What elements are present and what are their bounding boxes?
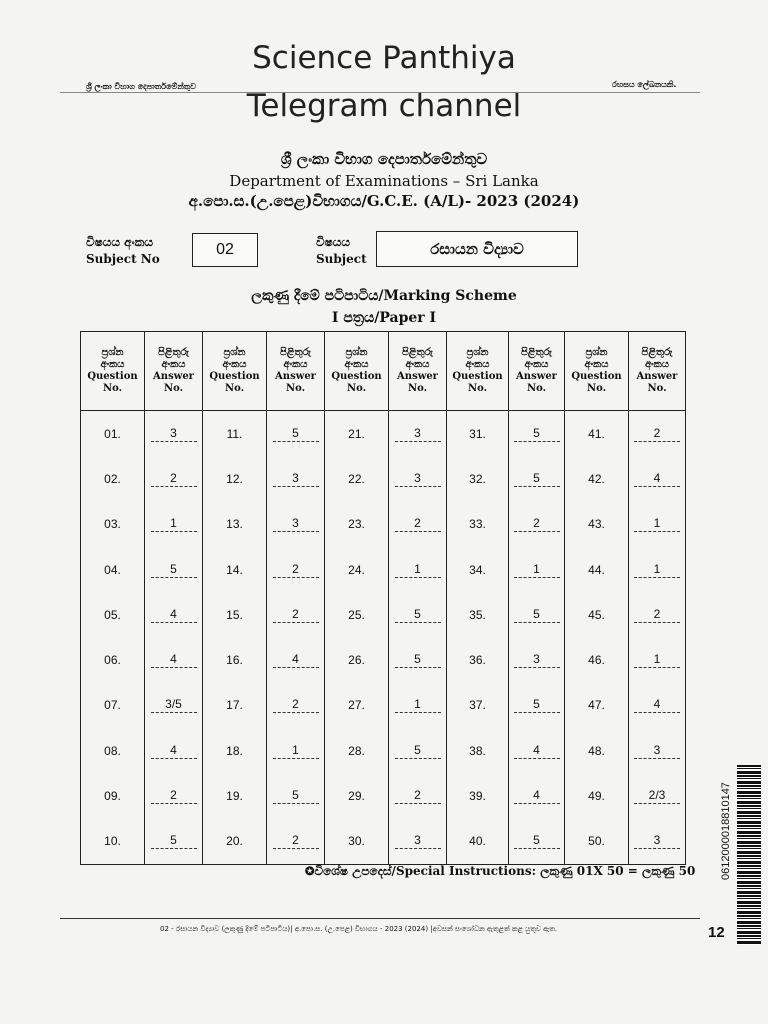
header-answer-no xyxy=(145,332,203,411)
header-line: ප්‍රශ්න xyxy=(585,347,608,358)
answer-value: 2 xyxy=(273,697,319,713)
answer-cell xyxy=(267,728,325,773)
header-line: No. xyxy=(224,383,245,394)
answer-value: 3 xyxy=(151,426,197,442)
watermark-line1: Science Panthiya xyxy=(252,40,516,76)
table-row xyxy=(81,683,686,728)
answer-value: 1 xyxy=(634,652,680,668)
header-question-no xyxy=(203,332,267,411)
subject-label xyxy=(316,234,367,268)
header-line: අංකය xyxy=(161,359,186,370)
answer-cell xyxy=(389,683,447,728)
question-number: 21. xyxy=(325,411,389,457)
answer-cell xyxy=(389,456,447,501)
answer-value: 5 xyxy=(514,833,560,849)
header-line: අංකය xyxy=(465,359,490,370)
header-answer-no xyxy=(389,332,447,411)
answer-cell xyxy=(389,773,447,818)
answer-value: 5 xyxy=(514,607,560,623)
answer-cell xyxy=(145,547,203,592)
answer-value: 5 xyxy=(514,697,560,713)
header-line: පිළිතුරු xyxy=(521,347,552,358)
answer-cell xyxy=(267,683,325,728)
question-number: 49. xyxy=(565,773,629,818)
answer-value: 3 xyxy=(514,652,560,668)
question-number: 23. xyxy=(325,502,389,547)
answer-value: 3 xyxy=(395,426,441,442)
answer-cell xyxy=(629,728,686,773)
header-line: No. xyxy=(163,383,184,394)
question-number: 10. xyxy=(81,819,145,865)
header-line: Answer xyxy=(153,371,194,382)
answer-value: 4 xyxy=(634,471,680,487)
question-number: 01. xyxy=(81,411,145,457)
header-right-corner: රහසය ලේඛනයකි. xyxy=(612,80,677,89)
answer-cell xyxy=(629,456,686,501)
answer-value: 1 xyxy=(514,562,560,578)
question-number: 13. xyxy=(203,502,267,547)
header-line: පිළිතුරු xyxy=(158,347,189,358)
question-number: 35. xyxy=(447,592,509,637)
header-line: Question xyxy=(87,371,138,382)
header-line: No. xyxy=(407,383,428,394)
header-line: අංකය xyxy=(283,359,308,370)
answer-cell xyxy=(145,411,203,457)
header-line: Answer xyxy=(636,371,678,382)
answer-value: 5 xyxy=(514,471,560,487)
header-line: අංකය xyxy=(100,359,125,370)
answer-cell xyxy=(145,456,203,501)
answer-value: 1 xyxy=(273,743,319,759)
answer-cell xyxy=(629,547,686,592)
header-line: No. xyxy=(102,383,123,394)
answer-cell xyxy=(267,502,325,547)
answer-cell xyxy=(389,592,447,637)
table-row xyxy=(81,773,686,818)
header-line: අංකය xyxy=(222,359,247,370)
answer-cell xyxy=(389,502,447,547)
question-number: 44. xyxy=(565,547,629,592)
answer-value: 3 xyxy=(395,471,441,487)
question-number: 50. xyxy=(565,819,629,865)
header-line: ප්‍රශ්න xyxy=(101,347,124,358)
answer-cell xyxy=(145,728,203,773)
answer-cell xyxy=(389,547,447,592)
answer-cell xyxy=(629,819,686,865)
question-number: 02. xyxy=(81,456,145,501)
header-line: පිළිතුරු xyxy=(402,347,433,358)
table-header-row xyxy=(81,332,686,411)
answer-value: 5 xyxy=(395,607,441,623)
answer-value: 5 xyxy=(514,426,560,442)
question-number: 48. xyxy=(565,728,629,773)
header-left-corner: ශ්‍රී ලංකා විභාග දෙපාර්තමේන්තුව xyxy=(86,82,197,91)
question-number: 20. xyxy=(203,819,267,865)
answer-value: 5 xyxy=(395,743,441,759)
answer-cell xyxy=(509,502,565,547)
answer-value: 2 xyxy=(514,516,560,532)
answer-value: 4 xyxy=(151,607,197,623)
header-line: පිළිතුරු xyxy=(641,347,673,358)
header-rule xyxy=(60,92,700,93)
answer-value: 4 xyxy=(151,743,197,759)
answer-value: 2 xyxy=(634,426,680,442)
subject-label-en: Subject xyxy=(316,252,367,266)
answer-value: 4 xyxy=(151,652,197,668)
barcode-icon xyxy=(737,765,761,945)
subject-name-value: රසායන විද්‍යාව xyxy=(376,231,578,267)
question-number: 42. xyxy=(565,456,629,501)
answer-cell xyxy=(389,411,447,457)
question-number: 14. xyxy=(203,547,267,592)
answer-cell xyxy=(509,683,565,728)
header-answer-no xyxy=(509,332,565,411)
question-number: 31. xyxy=(447,411,509,457)
question-number: 38. xyxy=(447,728,509,773)
header-answer-no xyxy=(629,332,686,411)
question-number: 04. xyxy=(81,547,145,592)
table-row xyxy=(81,547,686,592)
page-number: 12 xyxy=(708,924,725,941)
header-question-no xyxy=(565,332,629,411)
table-row xyxy=(81,411,686,457)
header-line: අංකය xyxy=(344,359,369,370)
barcode-number xyxy=(716,745,736,925)
answer-cell xyxy=(389,637,447,682)
header-line: Question xyxy=(571,371,622,382)
header-line: ප්‍රශ්න xyxy=(223,347,246,358)
question-number: 30. xyxy=(325,819,389,865)
question-number: 32. xyxy=(447,456,509,501)
answer-table xyxy=(80,331,686,865)
answer-cell xyxy=(509,592,565,637)
header-question-no xyxy=(325,332,389,411)
header-line: අංකය xyxy=(524,359,549,370)
answer-value: 5 xyxy=(151,562,197,578)
answer-cell xyxy=(509,456,565,501)
answer-cell xyxy=(509,547,565,592)
question-number: 11. xyxy=(203,411,267,457)
answer-value: 2 xyxy=(395,516,441,532)
header-line: Answer xyxy=(516,371,557,382)
marking-scheme-title: ලකුණු දීමේ පටිපාටිය/Marking Scheme xyxy=(251,288,517,304)
footer-rule xyxy=(60,918,700,919)
answer-cell xyxy=(267,592,325,637)
header-line: අංකය xyxy=(644,359,669,370)
question-number: 29. xyxy=(325,773,389,818)
answer-value: 5 xyxy=(395,652,441,668)
table-row xyxy=(81,819,686,865)
exam-title: අ.පො.ස.(උ.පෙළ)විභාගය/G.C.E. (A/L)- 2023 (2024) xyxy=(188,192,580,210)
answer-value: 2 xyxy=(151,788,197,804)
answer-cell xyxy=(509,637,565,682)
question-number: 45. xyxy=(565,592,629,637)
answer-value: 2 xyxy=(151,471,197,487)
table-row xyxy=(81,592,686,637)
answer-value: 2 xyxy=(273,833,319,849)
header-line: No. xyxy=(467,383,488,394)
subject-no-label-si: විෂයය අංකය xyxy=(86,235,153,249)
answer-cell xyxy=(629,637,686,682)
question-number: 24. xyxy=(325,547,389,592)
header-question-no xyxy=(447,332,509,411)
header-question-no xyxy=(81,332,145,411)
question-number: 17. xyxy=(203,683,267,728)
answer-value: 4 xyxy=(514,743,560,759)
header-line: Question xyxy=(452,371,503,382)
question-number: 34. xyxy=(447,547,509,592)
answer-value: 2 xyxy=(273,607,319,623)
header-line: No. xyxy=(526,383,547,394)
header-line: ප්‍රශ්න xyxy=(466,347,489,358)
header-line: අංකය xyxy=(584,359,609,370)
answer-cell xyxy=(267,547,325,592)
answer-cell xyxy=(145,819,203,865)
answer-value: 3/5 xyxy=(151,697,197,713)
answer-cell xyxy=(267,456,325,501)
table-row xyxy=(81,456,686,501)
header-line: පිළිතුරු xyxy=(280,347,311,358)
answer-cell xyxy=(509,773,565,818)
answer-cell xyxy=(267,819,325,865)
question-number: 37. xyxy=(447,683,509,728)
header-line: No. xyxy=(586,383,607,394)
question-number: 15. xyxy=(203,592,267,637)
answer-cell xyxy=(145,773,203,818)
answer-value: 1 xyxy=(395,562,441,578)
answer-value: 4 xyxy=(514,788,560,804)
answer-cell xyxy=(267,411,325,457)
answer-cell xyxy=(145,637,203,682)
question-number: 39. xyxy=(447,773,509,818)
answer-cell xyxy=(629,502,686,547)
header-answer-no xyxy=(267,332,325,411)
table-row xyxy=(81,728,686,773)
header-line: No. xyxy=(647,383,667,394)
question-number: 09. xyxy=(81,773,145,818)
special-instructions: ✪විශේෂ උපදෙස්/Special Instructions: ලකුණු 01X 50 = ලකුණු 50 xyxy=(305,864,696,878)
question-number: 16. xyxy=(203,637,267,682)
answer-cell xyxy=(145,683,203,728)
question-number: 27. xyxy=(325,683,389,728)
header-line: No. xyxy=(285,383,306,394)
answer-cell xyxy=(145,502,203,547)
paper-title: I පත්‍රය/Paper I xyxy=(331,310,437,326)
question-number: 46. xyxy=(565,637,629,682)
header-line: Question xyxy=(331,371,382,382)
question-number: 18. xyxy=(203,728,267,773)
answer-value: 2 xyxy=(634,607,680,623)
answer-value: 5 xyxy=(151,833,197,849)
answer-cell xyxy=(629,411,686,457)
header-line: No. xyxy=(346,383,367,394)
question-number: 36. xyxy=(447,637,509,682)
question-number: 22. xyxy=(325,456,389,501)
question-number: 08. xyxy=(81,728,145,773)
question-number: 43. xyxy=(565,502,629,547)
header-line: ප්‍රශ්න xyxy=(345,347,368,358)
question-number: 40. xyxy=(447,819,509,865)
header-line: Question xyxy=(209,371,260,382)
answer-cell xyxy=(629,683,686,728)
barcode-number-text: 0612000018810147 xyxy=(720,782,732,880)
answer-value: 4 xyxy=(273,652,319,668)
answer-value: 3 xyxy=(395,833,441,849)
question-number: 28. xyxy=(325,728,389,773)
answer-cell xyxy=(267,773,325,818)
answer-value: 1 xyxy=(634,516,680,532)
question-number: 26. xyxy=(325,637,389,682)
answer-value: 3 xyxy=(273,471,319,487)
header-line: Answer xyxy=(397,371,438,382)
answer-value: 3 xyxy=(634,743,680,759)
dept-name-en: Department of Examinations – Sri Lanka xyxy=(229,172,539,190)
answer-value: 1 xyxy=(395,697,441,713)
subject-no-label xyxy=(86,234,160,268)
header-line: Answer xyxy=(275,371,316,382)
answer-value: 2 xyxy=(273,562,319,578)
answer-value: 3 xyxy=(634,833,680,849)
question-number: 25. xyxy=(325,592,389,637)
answer-cell xyxy=(267,637,325,682)
answer-cell xyxy=(145,592,203,637)
dept-name-si: ශ්‍රී ලංකා විභාග දෙපාර්තමේන්තුව xyxy=(280,150,488,168)
answer-cell xyxy=(509,411,565,457)
footer-text: 02 - රසායන විද්‍යාව (ලකුණු දීමේ පටිපාටිය)| අ.පො.ස. (උ.පෙළ) විභාගය - 2023 (2024) |අවසන් සංශෝධන ඇතුළත් කළ යුතුව ඇත. xyxy=(160,925,558,933)
answer-value: 2/3 xyxy=(634,788,680,804)
answer-value: 1 xyxy=(634,562,680,578)
subject-label-si: විෂයය xyxy=(316,235,351,249)
subject-no-value: 02 xyxy=(192,233,258,267)
answer-value: 5 xyxy=(273,426,319,442)
question-number: 12. xyxy=(203,456,267,501)
watermark-line2: Telegram channel xyxy=(246,88,522,124)
question-number: 19. xyxy=(203,773,267,818)
question-number: 47. xyxy=(565,683,629,728)
answer-value: 3 xyxy=(273,516,319,532)
question-number: 07. xyxy=(81,683,145,728)
question-number: 06. xyxy=(81,637,145,682)
question-number: 03. xyxy=(81,502,145,547)
answer-cell xyxy=(629,592,686,637)
answer-cell xyxy=(389,819,447,865)
table-row xyxy=(81,637,686,682)
answer-value: 4 xyxy=(634,697,680,713)
question-number: 05. xyxy=(81,592,145,637)
answer-cell xyxy=(509,728,565,773)
question-number: 41. xyxy=(565,411,629,457)
question-number: 33. xyxy=(447,502,509,547)
answer-cell xyxy=(509,819,565,865)
answer-cell xyxy=(389,728,447,773)
table-row xyxy=(81,502,686,547)
subject-no-label-en: Subject No xyxy=(86,252,160,266)
answer-cell xyxy=(629,773,686,818)
header-line: අංකය xyxy=(405,359,430,370)
answer-value: 5 xyxy=(273,788,319,804)
answer-value: 2 xyxy=(395,788,441,804)
answer-value: 1 xyxy=(151,516,197,532)
